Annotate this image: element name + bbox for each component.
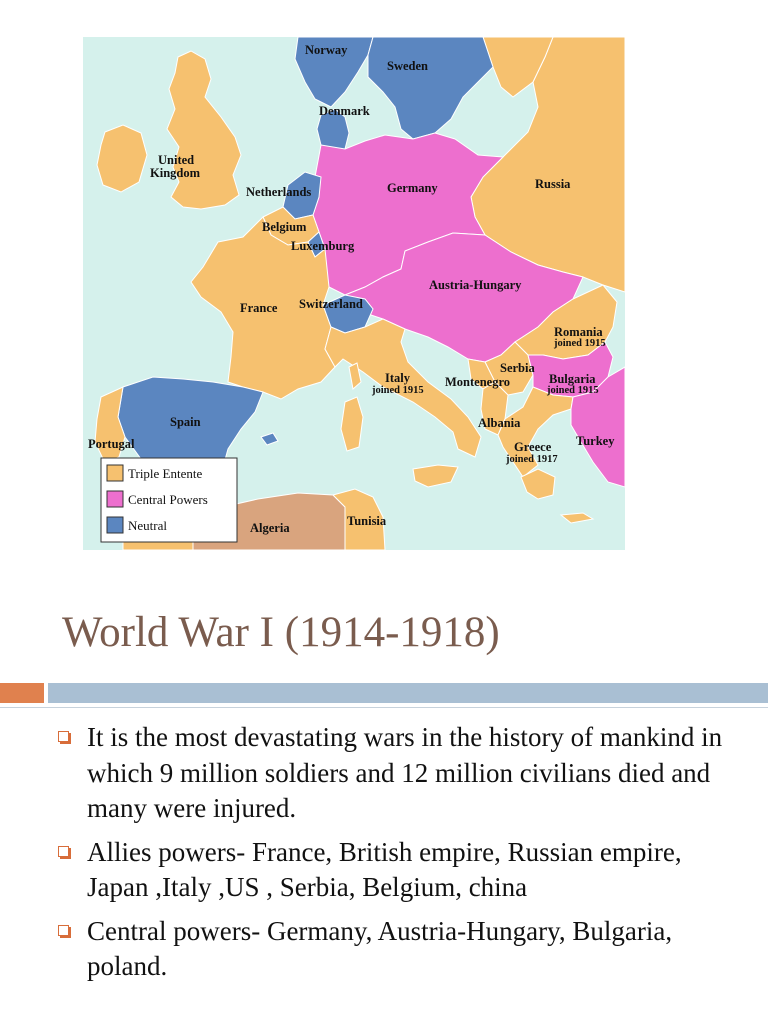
label-montenegro: Montenegro bbox=[445, 375, 511, 389]
title-divider bbox=[0, 683, 768, 703]
label-bulgaria: Bulgaria bbox=[549, 372, 596, 386]
legend-label-central-powers: Central Powers bbox=[128, 492, 208, 507]
europe-ww1-map bbox=[83, 37, 625, 550]
bullet-square-icon bbox=[58, 731, 69, 742]
label-greece-joined: joined 1917 bbox=[506, 454, 558, 465]
legend-swatch-triple-entente bbox=[107, 465, 123, 481]
divider-accent-orange bbox=[0, 683, 44, 703]
label-portugal: Portugal bbox=[88, 437, 135, 451]
legend-label-triple-entente: Triple Entente bbox=[128, 466, 203, 481]
label-russia: Russia bbox=[535, 177, 571, 191]
bullet-square-icon bbox=[58, 925, 69, 936]
label-sweden: Sweden bbox=[387, 59, 428, 73]
legend-label-neutral: Neutral bbox=[128, 518, 167, 533]
legend-swatch-neutral bbox=[107, 517, 123, 533]
bullet-item bbox=[58, 835, 748, 906]
label-italy-joined: joined 1915 bbox=[372, 385, 424, 396]
label-spain: Spain bbox=[170, 415, 201, 429]
label-turkey: Turkey bbox=[576, 434, 615, 448]
map-legend bbox=[101, 458, 237, 542]
bullet-item bbox=[58, 914, 748, 985]
label-norway: Norway bbox=[305, 43, 348, 57]
legend-swatch-central-powers bbox=[107, 491, 123, 507]
label-netherlands: Netherlands bbox=[246, 185, 312, 199]
bullet-text: Allies powers- France, British empire, Russian empire, Japan ,Italy ,US , Serbia, Belgium, china bbox=[87, 836, 682, 902]
label-denmark: Denmark bbox=[319, 104, 370, 118]
label-luxemburg: Luxemburg bbox=[291, 239, 355, 253]
bullet-item bbox=[58, 720, 748, 827]
label-austria-hungary: Austria-Hungary bbox=[429, 278, 522, 292]
region-ireland bbox=[97, 125, 147, 192]
bullet-text: It is the most devastating wars in the history of mankind in which 9 million soldiers and 12 million civilians died and many were injured. bbox=[87, 722, 723, 823]
label-bulgaria-joined: joined 1915 bbox=[547, 385, 599, 396]
slide-title: World War I (1914-1918) bbox=[62, 609, 500, 656]
label-romania: Romania bbox=[554, 325, 603, 339]
divider-accent-blue bbox=[48, 683, 768, 703]
label-romania-joined: joined 1915 bbox=[554, 338, 606, 349]
region-sardinia bbox=[341, 397, 363, 451]
label-belgium: Belgium bbox=[262, 220, 307, 234]
bullet-text: Central powers- Germany, Austria-Hungary, Bulgaria, poland. bbox=[87, 915, 673, 981]
label-united-kingdom-line1: United bbox=[158, 153, 195, 167]
bullet-list bbox=[58, 720, 748, 993]
label-greece: Greece bbox=[514, 440, 552, 454]
label-algeria: Algeria bbox=[250, 521, 290, 535]
label-albania: Albania bbox=[478, 416, 521, 430]
label-serbia: Serbia bbox=[500, 361, 535, 375]
bullet-square-icon bbox=[58, 846, 69, 857]
divider-line bbox=[0, 707, 768, 708]
label-tunisia: Tunisia bbox=[347, 514, 387, 528]
label-switzerland: Switzerland bbox=[299, 297, 363, 311]
label-united-kingdom-line2: Kingdom bbox=[150, 166, 201, 180]
label-italy: Italy bbox=[385, 371, 410, 385]
label-france: France bbox=[240, 301, 278, 315]
label-germany: Germany bbox=[387, 181, 438, 195]
